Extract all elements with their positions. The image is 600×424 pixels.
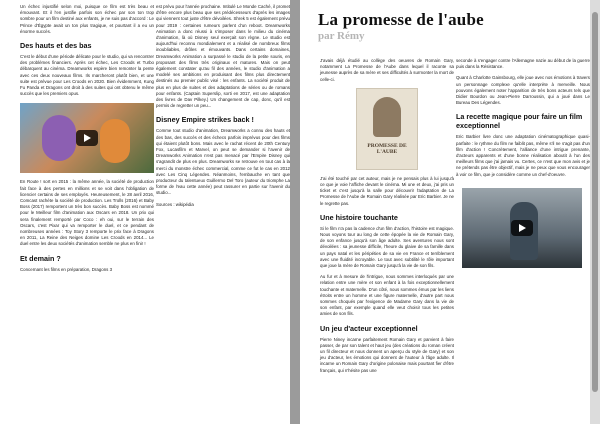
book-cover-image: [356, 88, 418, 170]
video-embed[interactable]: [462, 188, 582, 268]
paragraph: seconde à s'engager contre l'Allemagne nazie au début de la guerre puis dans la Résistance.: [456, 58, 590, 70]
intro-paragraph: J'avais déjà étudié au collège des oeuvres de Romain Gary, notamment La Promesse de l'Aube dans lequel il raconte sa jeunesse auprès de sa mère et ses difficultés à surmonter la mort de celle-ci.: [320, 58, 454, 82]
left-column-1: [20, 4, 154, 278]
article-byline: par Rémy: [318, 30, 365, 42]
section-heading: Disney Empire strikes back !: [156, 115, 254, 125]
paragraph: En Route ! sort en 2015 : la même année, la société de production fait face à des pertes en millions et se voit dans l'obligation de licencier certains de ses employés. Heureusement, le 28 avril 2016, Comcast rachète la société de production. Les Trolls (2016) et Baby Boss (2017) remportent un très bon succès. Baby Boss est nommé pour le Meilleur film d'animation aux Oscars en 2018. Un prix qui sera finalement remporté par Coco : eh oui, sur le terrain des Oscars, c'est Pixar qui va remporter le duel, et ce pendant de nombreuses années : Toy Story 3 remporte le prix face à Dragons en 2011, La Reine des Neiges domine Les Croods en 2014... Le duel entre les deux sociétés d'animation semble ne plus en finir !: [20, 179, 154, 247]
character-shape: [100, 119, 130, 163]
section-heading: Un jeu d'acteur exceptionnel: [320, 323, 418, 333]
article-title: La promesse de l'aube: [318, 10, 484, 29]
right-column-1: [320, 58, 454, 379]
character-shape: [42, 115, 76, 161]
paragraph: Si le film n'a pas la cadence d'un film d'action, l'histoire est magique. Nous voyons tour au long de cette épopée la vie de Romain Gary, de son enfance jusqu'à son âge adulte. Ses aventures nous sont dévoilées : sa jeunesse difficile, l'heure du glaive de sa famille dans un pays natal et les péripéties de sa vie en France et terriblement avec une fluidité incroyable. Le tout avec subtilité le rôle important que joue la mère de Romain Gary jusqu'à la vie de son fils.: [320, 225, 454, 269]
paragraph: Eric Barbier livre donc une adaptation cinématographique quasi-parfaite : le rythme du film ne faiblit pas, même s'il ne s'agit pas d'un film d'action ! Concrètement, l'alliance d'une intrigue prenante, d'acteurs apparents et d'une bonne réalisation aboutit à l'un des meilleurs films que j'ai jamais vu. Certes, ce n'est que mon avis et je ne prétends pas être objectif, mais je ne peux que vous encourager à voir ce film, que je considère comme un chef-d'oeuvre.: [456, 134, 590, 177]
play-icon[interactable]: [76, 130, 98, 146]
section-heading: Et demain ?: [20, 253, 61, 263]
left-page: [0, 0, 290, 424]
page-spine: [290, 0, 300, 424]
right-column-2: [456, 58, 590, 268]
section-heading: Des hauts et des bas: [20, 41, 92, 51]
section-heading: Une histoire touchante: [320, 212, 398, 222]
right-page: [300, 0, 590, 424]
intro-paragraph: Un échec injustifié selon moi, puisque ce film est très beau et émouvant. Et il l'en justifie parfois son échec par son ton trop sombre pour un film destiné aux enfants, je ne suis pas d'accord : Le Prince d'Égypte avait un ton plus tragique, et pourtant il a eu un énorme succès.: [20, 4, 154, 34]
paragraph: Comme tout studio d'animation, Dreamworks a connu des hauts et des bas, des succès et des échecs parfois imprévus pour des films qui étaient plutôt bons. Mais avec le rachat récent de 20th Century Fox, Lucasfilm et Marvel, on peut se demander si l'avenir de Dreamworks Animation n'est pas menacé par l'Empire Disney qui s'agrandit de plus en plus. Dreamworks se retrouve en tout cas à la merci du monstre échec commercial, comme ce fut le cas en 2012 avec Les Cinq Légendes. Néanmoins, l'embauche en tant que producteur du talentueux Guillermo Del Toro (auteur du triomphe La forme de l'eau cette année) peut rassurer en partie sur l'avenir du studio...: [156, 128, 290, 196]
paragraph: Quant à Charlotte Gainsbourg, elle joue avec nos émotions à travers un personnage complexe qu'elle interprète à merveille. Nous pouvons également noter l'apparition de très bons acteurs tels que Didier Bourdon ou Jean-Pierre Darroussin, qui a joué dans Le Bureau Des Légendes.: [456, 75, 590, 106]
book-cover-title: PROMESSE DE L'AUBE: [367, 142, 407, 156]
play-icon[interactable]: [511, 220, 533, 236]
paragraph: C'est le début d'une période délicate pour le studio, qui va rencontrer des problèmes financiers. Après cet échec, Les Croods et Turbo débarquent au cinéma. Dreamworks espère bien remonter la pente avec ces deux nouveaux films. Ils marcheront plutôt bien, et une suite est prévue pour Les Croods en 2020. Bien évidemment, Kung Fu Panda et Dragons ont droit à des suites qui ont obtenu le même succès que les premiers opus.: [20, 54, 154, 97]
sources: Sources : wikipédia: [156, 201, 194, 207]
left-column-2: [156, 4, 290, 213]
portrait-shape: [373, 97, 401, 137]
paragraph: Concernant les films en préparation, Dragons 3: [20, 266, 113, 272]
scrollbar-thumb[interactable]: [592, 12, 598, 392]
paragraph: est prévu pour l'année prochaine. Intitulé Le Monde Caché, il promet d'être encore plus beau que ses prédécesseurs d'après les images qui viennent tout juste d'être dévoilées. Shrek 5 est également prévu pour 2019 : certaines rumeurs parlent d'un reboot. Dreamworks Animation a donc réussi à s'imposer dans le milieu du cinéma d'animation, là où Disney seul exerçait son règne. Le studio est aujourd'hui reconnu mondialement et a réalisé de nombreux films inoubliables, drôles et émouvants. Dans certains domaines, Dreamworks Animation a surpassé le studio de la petite souris, en proposant des films très originaux et matures. Mais on peut également constater qu'au fil des années, le studio d'animation a modelé ses ambitions en produisant des films plus directement destinés au premier public visé : les enfants. La société produit de plus en plus de suites et des adaptations de séries ou de romans pour enfants. (Captain Superslip, sorti en 2017, est une adaptation des livres de Dav Pilkey.) Un changement de cap, donc, qu'il est permis de regretter un peu...: [156, 4, 290, 109]
paragraph: Au fur et à mesure de l'intrigue, nous sommes interloqués par une relation entre une mère et son enfant à la fois exceptionnellement touchante et maternelle. D'un côté, nous sommes émus par les liens étroits entre un homme et une figure maternelle, d'autre part nous sommes choqués par l'exigence de Madame Gary dans la vie de son enfant, par exemple quand elle veut choisir tous les petites amies de son fils.: [320, 274, 454, 317]
paragraph: Pierre Niney incarne parfaitement Romain Gary et parvient à faire passer, de par son talent et haut jeu (des créations du roman créent un fil directeur et nous donnent un aperçu du style de Gary) et son jeu d'acteur, les émotions qui donnent de l'auteur à l'âge adulte. Il incarne un Romain Gary d'origine polonaise mais pourtant fier d'être français, qui n'hésite pas une: [320, 336, 454, 373]
video-embed[interactable]: [20, 103, 154, 173]
section-heading: La recette magique pour faire un film exceptionnel: [456, 112, 583, 131]
paragraph: J'ai été touché par cet auteur, mais je ne pensais plus à lui jusqu'à ce que je voie l'affiche devant le cinéma. Mi une et deux, j'ai pris un ticket et c'est jusqu'à la salle pour découvrir l'adaptation de La Promesse de l'Aube de Romain Gary réalisée par Eric Barbier. Je ne le regrette pas.: [320, 175, 454, 206]
